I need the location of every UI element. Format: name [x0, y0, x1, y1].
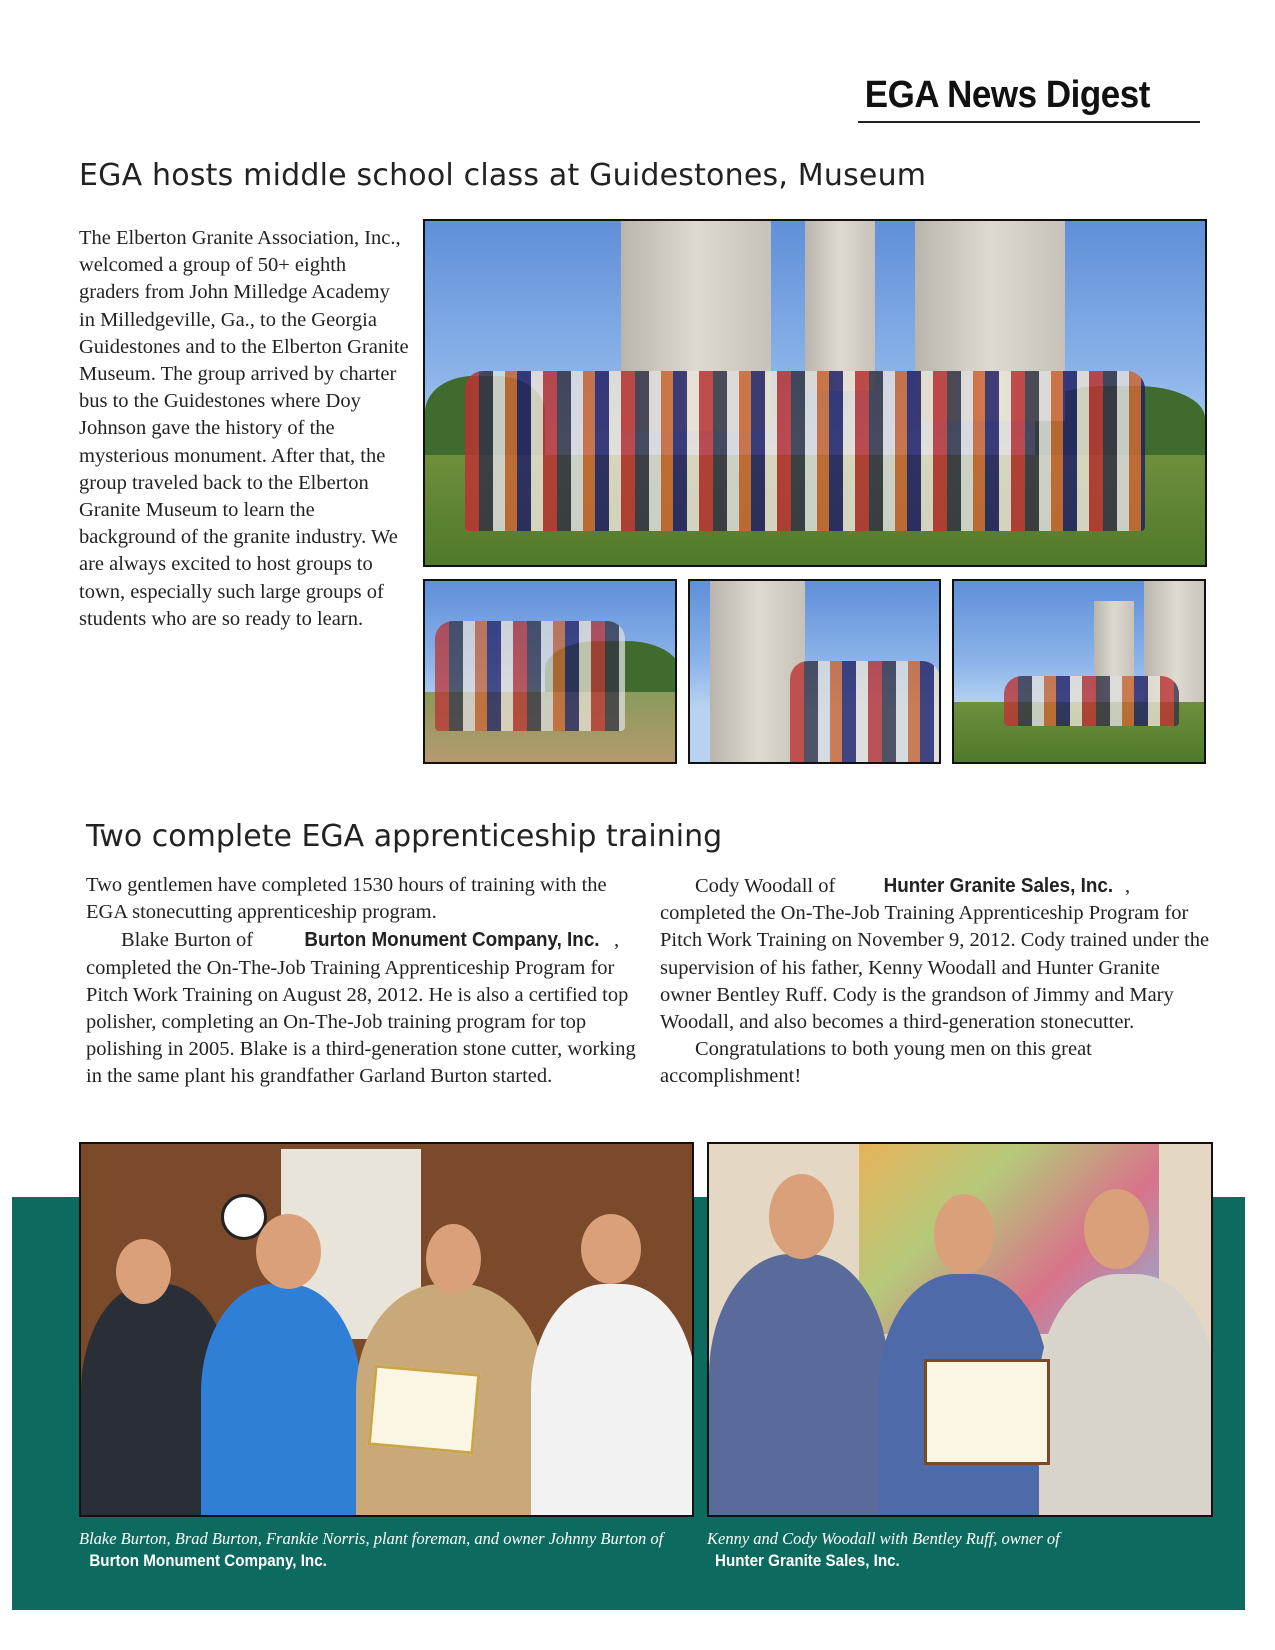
text-fragment: Blake Burton of: [121, 929, 259, 952]
caption-text: Blake Burton, Brad Burton, Frankie Norris, plant foreman, and owner Johnny Burton of: [79, 1529, 664, 1548]
header-rule: [858, 121, 1200, 123]
section-title: EGA News Digest: [864, 74, 1150, 116]
caption-company-burton: Burton Monument Company, Inc.: [89, 1552, 327, 1570]
caption-left: [79, 1528, 679, 1572]
photo-burton-monument: [79, 1142, 694, 1517]
group-photo-guidestones: [423, 219, 1207, 567]
text-fragment: Cody Woodall of: [695, 875, 841, 897]
article2-paragraph-1: Two gentlemen have completed 1530 hours of training with the EGA stonecutting apprenticeship program.: [86, 874, 607, 924]
photo-students-group-small: [423, 579, 677, 764]
caption-company-hunter: Hunter Granite Sales, Inc.: [715, 1552, 900, 1570]
article2-headline: Two complete EGA apprenticeship training: [86, 819, 723, 854]
article2-column-right: [660, 872, 1215, 1091]
company-name-burton: Burton Monument Company, Inc.: [304, 928, 600, 952]
text-fragment: , completed the On-The-Job Training Apprenticeship Program for Pitch Work Training on August 28, 2012. He is also a certified top polisher, completing an On-The-Job training program for top polishing in 2005. Blake is a third-generation stone cutter, working in the same plant his grandfather Garland Burton started.: [86, 929, 636, 1088]
article1-body: [79, 225, 409, 633]
photo-students-at-stone: [688, 579, 941, 764]
article1-headline: EGA hosts middle school class at Guidestones, Museum: [79, 158, 927, 193]
photo-hunter-granite: [707, 1142, 1213, 1517]
company-name-hunter: Hunter Granite Sales, Inc.: [884, 874, 1114, 897]
article2-paragraph-4: Congratulations to both young men on this great accomplishment!: [660, 1038, 1092, 1088]
article1-paragraph: The Elberton Granite Association, Inc., welcomed a group of 50+ eighth graders from John Milledge Academy in Milledgeville, Ga., to the Georgia Guidestones and to the Elberton Granite Museum. The group arrived by charter bus to the Guidestones where Doy Johnson gave the history of the mysterious monument. After that, the group traveled back to the Elberton Granite Museum to learn the background of the granite industry. We are always excited to host groups to town, especially such large groups of students who are so ready to learn.: [79, 227, 409, 630]
text-fragment: , completed the On-The-Job Training Apprenticeship Program for Pitch Work Training on November 9, 2012. Cody trained under the supervision of his father, Kenny Woodall and Hunter Granite owner Bentley Ruff. Cody is the grandson of Jimmy and Mary Woodall, and also becomes a third-generation stonecutter.: [660, 875, 1210, 1034]
caption-text: Kenny and Cody Woodall with Bentley Ruff, owner of: [707, 1529, 1060, 1548]
caption-right: [707, 1528, 1207, 1572]
photo-guidestones-distance: [952, 579, 1206, 764]
article2-paragraph-2: [86, 926, 636, 1090]
article2-column-left: [86, 872, 636, 1091]
article2-paragraph-3: [660, 872, 1215, 1036]
